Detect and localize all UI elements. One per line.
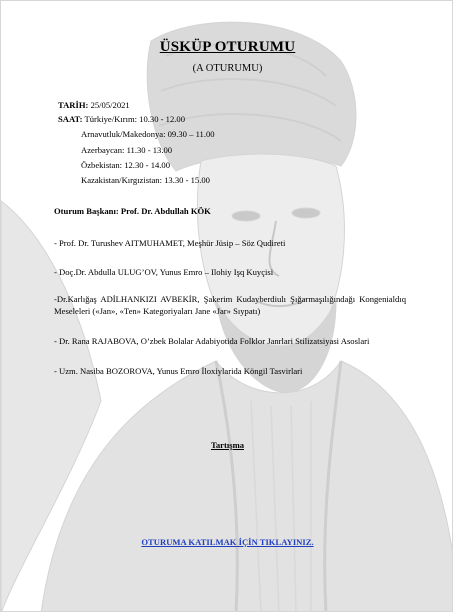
timezone-item: Özbekistan: 12.30 - 14.00 — [81, 160, 171, 170]
timezone-item: Arnavutluk/Makedonya: 09.30 – 11.00 — [81, 129, 215, 139]
presentation-item: -Dr.Karlığaş ADİLHANKIZI AVBEKİR, Şakerim Kudayberdiulı Şığarmaşılığındağı Kongenialdıq Meseleleri («Jan», «Ten» Kategoriyaları Jane «Jar» Sıypatı) — [54, 294, 406, 316]
presentation-item: - Doç.Dr. Abdulla ULUG’OV, Yunus Emro – Ilohiy Işq Kuyçisi — [54, 267, 274, 277]
document-content — [1, 1, 453, 612]
join-session-link[interactable]: OTURUMA KATILMAK İÇİN TIKLAYINIZ. — [141, 537, 314, 547]
date-value: 25/05/2021 — [90, 100, 130, 110]
session-chair: Oturum Başkanı: Prof. Dr. Abdullah KÖK — [54, 206, 211, 216]
timezone-item: Kazakistan/Kırgızistan: 13.30 - 15.00 — [81, 175, 210, 185]
date-line — [58, 100, 130, 110]
timezone-item: Azerbaycan: 11.30 - 13.00 — [81, 145, 173, 155]
presentation-item: - Prof. Dr. Turushev AITMUHAMET, Meşhür Jüsip – Söz Qudireti — [54, 238, 286, 248]
date-label: TARİH: — [58, 100, 89, 110]
time-label: SAAT: — [58, 114, 83, 124]
discussion-heading: Tartışma — [210, 440, 245, 450]
page-subtitle: (A OTURUMU) — [192, 63, 263, 74]
presentation-item: - Dr. Rana RAJABOVA, O’zbek Bolalar Adabiyotida Folklor Janrlari Stilizatsiyasi Asoslari — [54, 336, 370, 346]
presentation-item: - Uzm. Nasiba BOZOROVA, Yunus Emro İloxiylarida Köngil Tasvirlari — [54, 366, 303, 376]
time-line — [58, 114, 185, 124]
page-title: ÜSKÜP OTURUMU — [159, 39, 296, 55]
time-value: Türkiye/Kırım: 10.30 - 12.00 — [84, 114, 186, 124]
